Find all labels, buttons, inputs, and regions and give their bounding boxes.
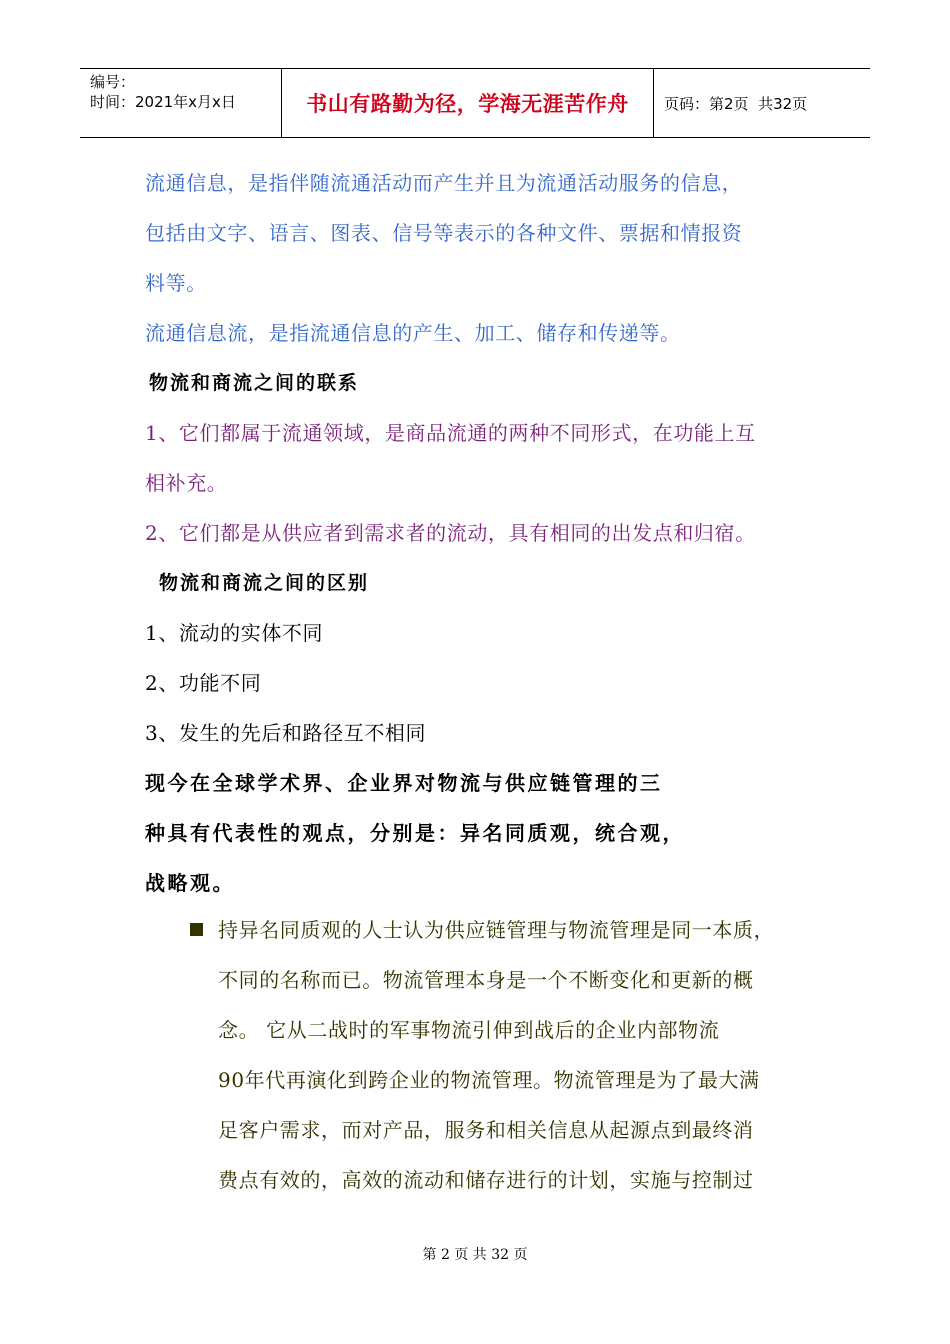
bold-paragraph-line: 种具有代表性的观点，分别是：异名同质观，统合观， bbox=[145, 821, 685, 845]
bold-paragraph-line: 战略观。 bbox=[145, 871, 235, 895]
bullet-line: 持异名同质观的人士认为供应链管理与物流管理是同一本质， bbox=[218, 918, 775, 942]
square-bullet-icon bbox=[190, 923, 203, 936]
document-body bbox=[145, 158, 810, 908]
paragraph-line: 包括由文字、语言、图表、信号等表示的各种文件、票据和情报资 bbox=[145, 221, 743, 245]
bullet-line: 不同的名称而已。物流管理本身是一个不断变化和更新的概 bbox=[218, 968, 754, 992]
bullet-text bbox=[218, 905, 830, 1205]
bullet-line: 费点有效的，高效的流动和储存进行的计划，实施与控制过 bbox=[218, 1168, 754, 1192]
header-meta bbox=[80, 69, 282, 137]
header-motto: 书山有路勤为径，学海无涯苦作舟 bbox=[282, 69, 654, 137]
footer-page-number: 第 2 页 共 32 页 bbox=[422, 1247, 528, 1263]
page-footer bbox=[0, 1244, 950, 1264]
document-header bbox=[80, 68, 870, 138]
list-item: 2、功能不同 bbox=[145, 671, 262, 695]
list-item: 1、它们都属于流通领域，是商品流通的两种不同形式，在功能上互 bbox=[145, 421, 756, 445]
list-item: 3、发生的先后和路径互不相同 bbox=[145, 721, 427, 745]
list-item-continued: 相补充。 bbox=[145, 471, 228, 495]
header-page-info bbox=[654, 69, 870, 137]
paragraph-line: 料等。 bbox=[145, 271, 207, 295]
paragraph-line: 流通信息，是指伴随流通活动而产生并且为流通活动服务的信息， bbox=[145, 171, 743, 195]
header-number-label: 编号： bbox=[90, 73, 136, 91]
bullet-line: 足客户需求，而对产品，服务和相关信息从起源点到最终消 bbox=[218, 1118, 754, 1142]
paragraph-line: 流通信息流，是指流通信息的产生、加工、储存和传递等。 bbox=[145, 321, 681, 345]
header-time-label: 时间：2021年x月x日 bbox=[90, 93, 236, 111]
bullet-line: 90年代再演化到跨企业的物流管理。物流管理是为了最大满 bbox=[218, 1068, 760, 1092]
bullet-line: 念。 它从二战时的军事物流引伸到战后的企业内部物流 bbox=[218, 1018, 720, 1042]
section-heading-difference: 物流和商流之间的区别 bbox=[159, 572, 370, 594]
list-item: 2、它们都是从供应者到需求者的流动，具有相同的出发点和归宿。 bbox=[145, 521, 756, 545]
bullet-paragraph bbox=[190, 905, 830, 1205]
header-page-info-text: 页码：第2页 共32页 bbox=[664, 94, 808, 113]
section-heading-relation: 物流和商流之间的联系 bbox=[149, 372, 360, 394]
bold-paragraph-line: 现今在全球学术界、企业界对物流与供应链管理的三 bbox=[145, 771, 663, 795]
list-item: 1、流动的实体不同 bbox=[145, 621, 324, 645]
